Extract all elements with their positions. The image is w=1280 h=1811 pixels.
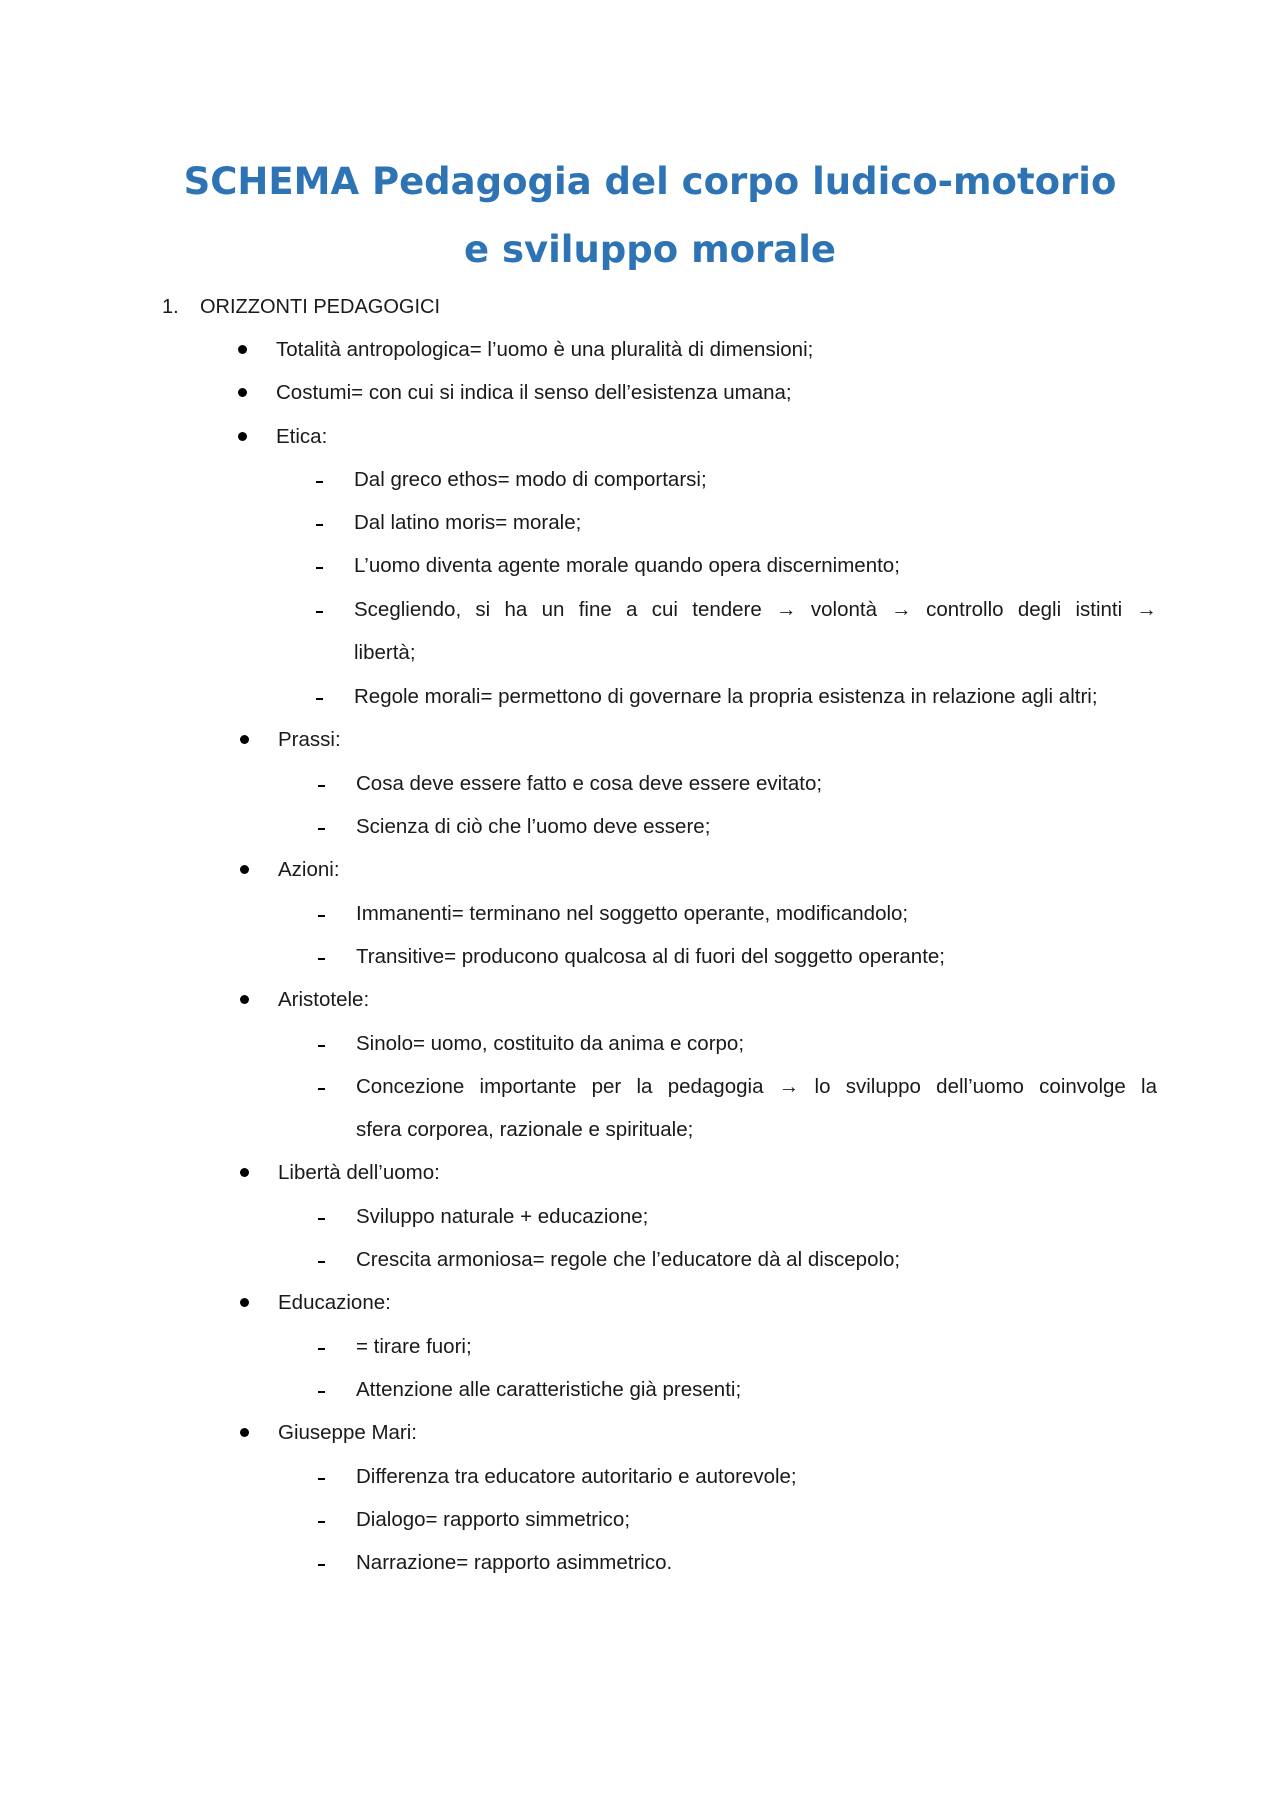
dash-icon xyxy=(318,1088,325,1090)
dash-icon xyxy=(318,1045,325,1047)
sub-list-item: Cosa deve essere fatto e cosa deve essere evitato; xyxy=(356,772,823,795)
bullet-icon xyxy=(240,865,249,874)
dash-icon xyxy=(316,481,323,483)
dash-icon xyxy=(318,1478,325,1480)
list-item: Aristotele: xyxy=(278,988,370,1011)
dash-icon xyxy=(316,567,323,569)
sub-list-item-continuation: sfera corporea, razionale e spirituale; xyxy=(356,1118,694,1141)
title-line-1: SCHEMA Pedagogia del corpo ludico-motorio xyxy=(183,160,1117,203)
bullet-icon xyxy=(238,432,247,441)
sub-list-item: Dal latino moris= morale; xyxy=(354,511,582,534)
section-number: 1. xyxy=(162,296,179,318)
sub-list-item xyxy=(354,597,1157,623)
dash-icon xyxy=(318,915,325,917)
bullet-icon xyxy=(238,345,247,354)
dash-icon xyxy=(318,828,325,830)
dash-icon xyxy=(318,1521,325,1523)
arrow-right-icon: → xyxy=(778,1075,800,1098)
dash-icon xyxy=(318,1564,325,1566)
sub-list-item: Dialogo= rapporto simmetrico; xyxy=(356,1508,631,1531)
bullet-icon xyxy=(240,735,249,744)
list-item: Totalità antropologica= l’uomo è una pluralità di dimensioni; xyxy=(276,338,814,361)
sub-list-item: Dal greco ethos= modo di comportarsi; xyxy=(354,468,707,491)
dash-icon xyxy=(318,1391,325,1393)
dash-icon xyxy=(318,1348,325,1350)
dash-icon xyxy=(318,1218,325,1220)
section-heading xyxy=(162,294,440,320)
sub-list-item: = tirare fuori; xyxy=(356,1335,472,1358)
sub-list-item: Immanenti= terminano nel soggetto operante, modificandolo; xyxy=(356,902,909,925)
bullet-icon xyxy=(240,995,249,1004)
text-segment: controllo degli istinti xyxy=(926,598,1123,621)
sub-list-item: Scienza di ciò che l’uomo deve essere; xyxy=(356,815,711,838)
page-title xyxy=(140,148,1160,284)
title-line-2: e sviluppo morale xyxy=(463,228,837,271)
bullet-icon xyxy=(240,1428,249,1437)
sub-list-item: Crescita armoniosa= regole che l’educatore dà al discepolo; xyxy=(356,1248,901,1271)
bullet-icon xyxy=(240,1298,249,1307)
dash-icon xyxy=(316,524,323,526)
dash-icon xyxy=(318,958,325,960)
section-title: ORIZZONTI PEDAGOGICI xyxy=(200,296,441,318)
text-segment: volontà xyxy=(810,598,877,621)
sub-list-item: Attenzione alle caratteristiche già presenti; xyxy=(356,1378,742,1401)
list-item: Libertà dell’uomo: xyxy=(278,1161,440,1184)
arrow-right-icon: → xyxy=(1136,598,1157,621)
dash-icon xyxy=(318,1261,325,1263)
sub-list-item: L’uomo diventa agente morale quando opera discernimento; xyxy=(354,554,900,577)
bullet-icon xyxy=(238,388,247,397)
dash-icon xyxy=(316,611,323,613)
dash-icon xyxy=(316,698,323,700)
sub-list-item xyxy=(356,1074,1157,1100)
list-item: Giuseppe Mari: xyxy=(278,1421,418,1444)
dash-icon xyxy=(318,785,325,787)
list-item: Azioni: xyxy=(278,858,340,881)
sub-list-item: Regole morali= permettono di governare la propria esistenza in relazione agli altri; xyxy=(354,685,1098,708)
list-item: Costumi= con cui si indica il senso dell’esistenza umana; xyxy=(276,381,792,404)
list-item: Etica: xyxy=(276,425,328,448)
sub-list-item: Sinolo= uomo, costituito da anima e corpo; xyxy=(356,1032,745,1055)
bullet-icon xyxy=(240,1168,249,1177)
list-item: Prassi: xyxy=(278,728,341,751)
arrow-right-icon: → xyxy=(776,598,797,621)
sub-list-item: Differenza tra educatore autoritario e autorevole; xyxy=(356,1465,797,1488)
sub-list-item-continuation: libertà; xyxy=(354,641,416,664)
text-segment: Scegliendo, si ha un fine a cui tendere xyxy=(354,598,762,621)
list-item: Educazione: xyxy=(278,1291,391,1314)
arrow-right-icon: → xyxy=(891,598,912,621)
sub-list-item: Transitive= producono qualcosa al di fuori del soggetto operante; xyxy=(356,945,945,968)
sub-list-item: Sviluppo naturale + educazione; xyxy=(356,1205,649,1228)
text-segment: Concezione importante per la pedagogia xyxy=(356,1075,764,1098)
sub-list-item: Narrazione= rapporto asimmetrico. xyxy=(356,1551,673,1574)
text-segment: lo sviluppo dell’uomo coinvolge la xyxy=(814,1075,1158,1098)
